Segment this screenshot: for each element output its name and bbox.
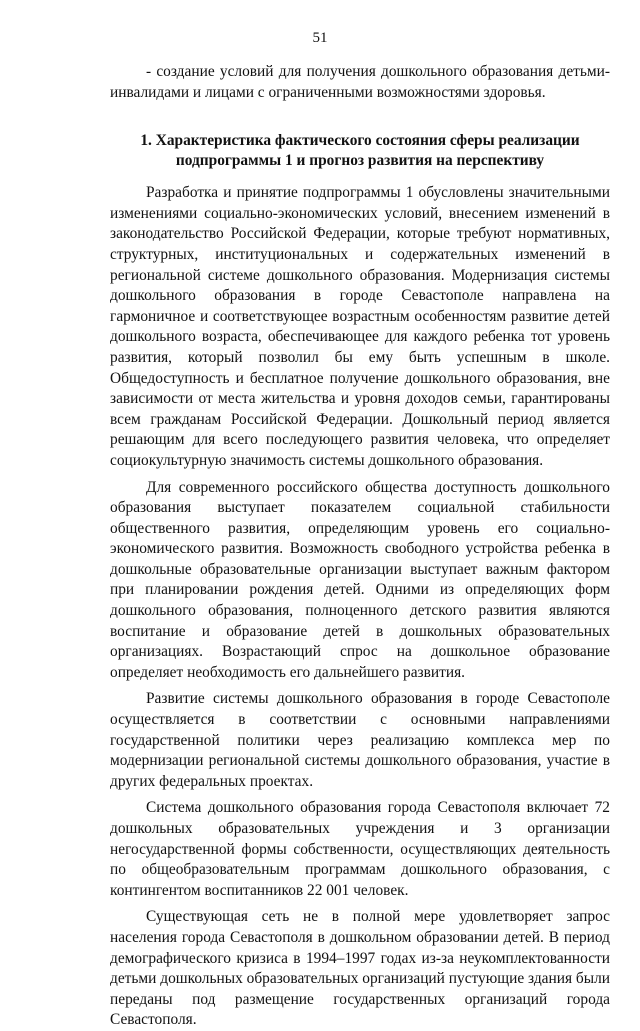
paragraph-1: Разработка и принятие подпрограммы 1 обусловлены значительными изменениями социально-экономических условий, внесением изменений в законодательство Российской Федерации, которые требуют нормативных, структурных, институциональных и содержательных изменений в региональной системе дошкольного образования. Модернизация системы дошкольного образования в городе Севастополе направлена на гармоничное и соответствующее возрастным особенностям развитие детей дошкольного возраста, обеспечивающее для каждого ребенка тот уровень развития, который позволил бы ему быть успешным в школе. Общедоступность и бесплатное получение дошкольного образования, вне зависимости от места жительства и уровня доходов семьи, гарантированы всем гражданам Российской Федерации. Дошкольный период является решающим для всего последующего развития человека, что определяет социокультурную значимость системы дошкольного образования. [110, 184, 610, 469]
intro-paragraph: - создание условий для получения дошкольного образования детьми-инвалидами и лицами с ограниченными возможностями здоровья. [110, 63, 610, 101]
section-heading: 1. Характеристика фактического состояния сферы реализации подпрограммы 1 и прогноз развития на перспективу [140, 132, 580, 170]
page-number: 51 [312, 30, 328, 46]
paragraph-3: Развитие системы дошкольного образования в городе Севастополе осуществляется в соответствии с основными направлениями государственной политики через реализацию комплекса мер по модернизации региональной системы дошкольного образования, участие в других федеральных проектах. [110, 690, 610, 790]
paragraph-2: Для современного российского общества доступность дошкольного образования выступает показателем социальной стабильности общественного развития, определяющим уровень его социально-экономического развития. Возможность свободного устройства ребенка в дошкольные образовательные организации выступает важным фактором при планировании рождения детей. Одними из определяющих форм дошкольного образования, полноценного детского развития являются воспитание и образование детей в дошкольных образовательных организациях. Возрастающий спрос на дошкольное образование определяет необходимость его дальнейшего развития. [110, 478, 610, 681]
page-body [110, 62, 610, 1031]
paragraph-5: Существующая сеть не в полной мере удовлетворяет запрос населения города Севастополя в дошкольном образовании детей. В период демографического кризиса в 1994–1997 годах из-за неукомплектованности детьми дошкольных образовательных организаций пустующие здания были переданы под размещение государственных организаций города Севастополя. [110, 908, 610, 1029]
paragraph-4: Система дошкольного образования города Севастополя включает 72 дошкольных образовательных учреждения и 3 организации негосударственной формы собственности, осуществляющих деятельность по общеобразовательным программам дошкольного образования, с контингентом воспитанников 22 001 человек. [110, 799, 610, 899]
